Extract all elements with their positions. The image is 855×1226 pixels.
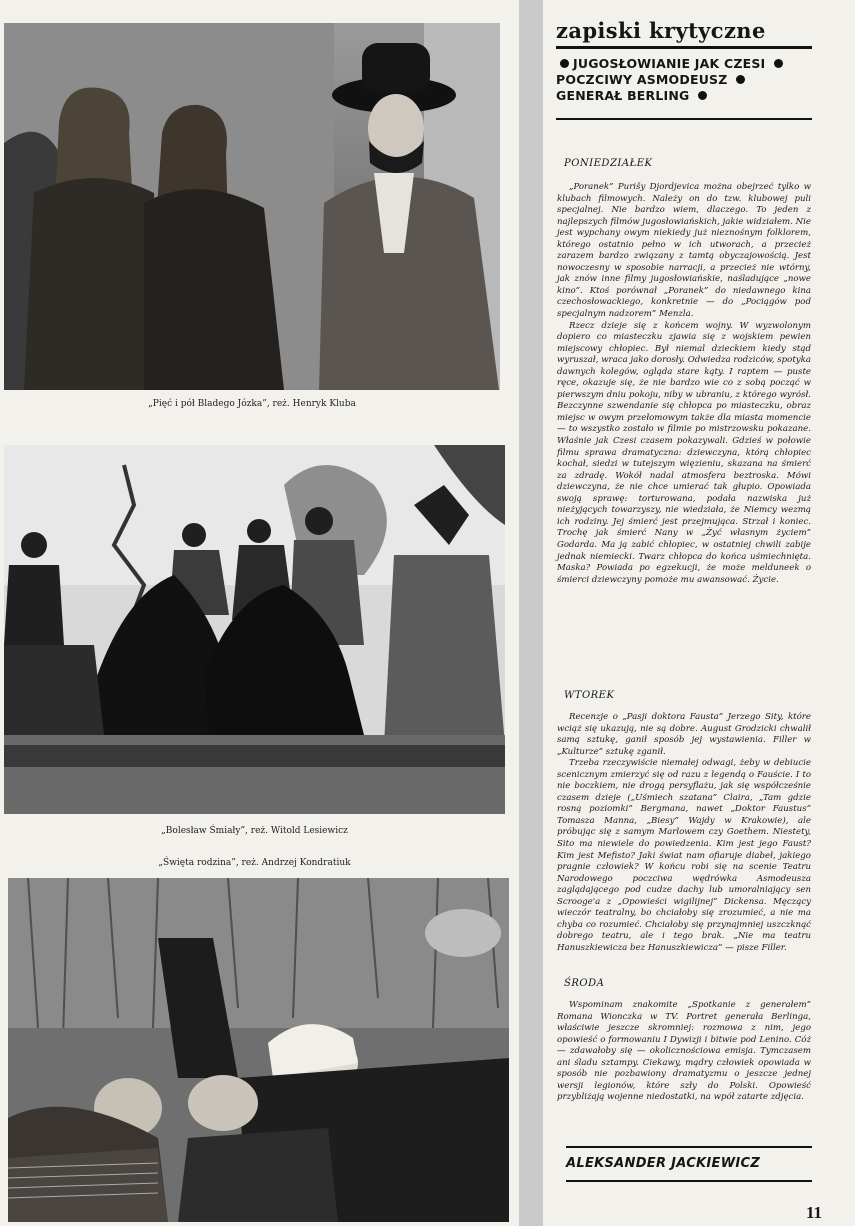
bullet-icon <box>698 91 707 100</box>
paragraph: Recenzje o „Pasji doktora Fausta” Jerzego Sity, które wciąż się ukazują, nie są dobre. August Grodzicki chwalił samą sztukę, ganił sposób jej wystawienia. Filler w „Kulturze” sztukę zganił. <box>557 712 811 757</box>
section-heading-wednesday: ŚRODA <box>564 978 605 989</box>
bullet-icon <box>560 59 569 68</box>
paragraph: Rzecz dzieje się z końcem wojny. W wyzwolonym dopiero co miasteczku zjawia się z wojskiem pewien miejscowy chłopiec. Był niemal dzieckiem kiedy stąd wyruszał, wraca jako dorosły. Odwiedza rodziców, spotyka dawnych kolegów, ogląda stare kąty. I raptem — puste ręce, okazuje się, że nie bardzo wie co z sobą począć w pierwszym dniu pokoju, niby w ubraniu, z którego wyrósł. Bezczynne szwendanie się chłopca po miasteczku, obraz miejsc w owym przełomowym także dla miasta momencie — to wszystko zostało w filmie po mistrzowsku pokazane. Właśnie jak Czesi czasem pokazywali. Gdzieś w połowie filmu sprawa dramatyczna: dziewczyna, którą chłopiec kochał, siedzi w tutejszym więzieniu, skazana na śmierć za zdradę. Wokół nadal atmosfera beztroska. Mówi dziewczyna, że nie chce umierać tak głupio. Opowiada swoją sprawę: torturowana, podała nazwiska już nieżyjących towarzyszy, nie wiedziała, że Niemcy wezmą ich rodziny. Jej śmierć jest przejmująca. Strzał i koniec. Trochę jak śmierć Nany w „Żyć własnym życiem” Godarda. Ma ją zabić chłopiec, w ostatniej chwili zabije jednak niemiecki. Twarz chłopca do końca uśmiechnięta. Maska? Powiada po egzekucji, że może melduneek o śmierci dziewczyny pomoże mu awansować. Życie. <box>557 320 811 585</box>
page-title: zapiski krytyczne <box>556 18 766 43</box>
section-heading-tuesday: WTOREK <box>564 690 615 701</box>
author-rule-top <box>566 1146 812 1148</box>
bullet-icon <box>774 59 783 68</box>
author-rule-bottom <box>566 1180 812 1182</box>
column-gutter <box>519 0 543 1226</box>
photo-caption-2: „Bolesław Śmiały”, reż. Witold Lesiewicz <box>161 826 348 836</box>
topics-list <box>556 56 812 104</box>
section-body-monday <box>557 182 811 586</box>
topic-2: POCZCIWY ASMODEUSZ <box>556 72 728 87</box>
topic-1: JUGOSŁOWIANIE JAK CZESI <box>573 56 766 71</box>
section-body-wednesday <box>557 1000 811 1104</box>
photo-film-still-3 <box>8 878 509 1222</box>
author-name: ALEKSANDER JACKIEWICZ <box>566 1156 761 1171</box>
title-rule <box>556 46 812 49</box>
bullet-icon <box>736 75 745 84</box>
topics-rule <box>556 118 812 120</box>
paragraph: Wspominam znakomite „Spotkanie z generałem” Romana Wionczka w TV. Portret generała Berlinga, właściwie jeszcze skromniej: rozmowa z nim, jego opowieść o formowaniu I Dywizji i bitwie pod Lenino. Cóż — zdawałoby się — okolicznościowa emisja. Tymczasem ani śladu sztampy. Ciekawy, mądry człowiek opowiada w sposób nie pozbawiony dramatyzmu o jeszcze jednej wersji legionów, które szły do Polski. Opowieść przybliżają wojenne niedostatki, na wpół zatarte zdjęcia. <box>557 1000 811 1103</box>
page-number: 11 <box>806 1203 823 1222</box>
section-heading-monday: PONIEDZIAŁEK <box>564 158 653 169</box>
photo-film-still-1 <box>4 23 500 390</box>
photo-film-still-2 <box>4 445 505 814</box>
paragraph: Trzeba rzeczywiście niemałej odwagi, żeby w debiucie scenicznym zmierzyć się od razu z legendą o Fauście. I to nie boczkiem, nie drogą persyflażu, jak się współcześnie czasem dzieje („Uśmiech szatana” Claira, „Tam gdzie rosną poziomki” Bergmana, nawet „Doktor Faustus” Tomasza Manna, „Biesy” Wajdy w Krakowie), ale próbując się z samym Marlowem czy Goethem. Niestety, Sito ma niewiele do powiedzenia. Kim jest jego Faust? Kim jest Mefisto? Jaki świat nam ofiaruje diabeł, jakiego pragnie człowiek? W końcu robi się na scenie Teatru Narodowego poczciwa wędrówka Asmodeusza zaglądającego pod cudze dachy lub umoralniający sen Scrooge'a z „Opowieści wigilijnej” Dickensa. Męczący wieczór teatralny, bo chciałoby się zrozumieć, a nie ma chyba co rozumieć. Chciałoby się przynajmniej uszczknąć dobrego teatru, ale i tego brak. „Nie ma teatru Hanuszkiewicza bez Hanuszkiewicza” — pisze Filler. <box>557 758 811 953</box>
topic-3: GENERAŁ BERLING <box>556 88 690 103</box>
section-body-tuesday <box>557 712 811 954</box>
paragraph: „Poranek” Purišy Djordjevica można obejrzeć tylko w klubach filmowych. Należy on do tzw. klubowej puli specjalnej. Nie bardzo wiem, dlaczego. To jeden z najlepszych filmów jugosłowiańskich, jakie widziałem. Nie jest wypchany owym niekiedy już nieznośnym folklorem, którego ostatnio pełno w ich utworach, a przecież zarazem bardzo związany z tamtą obyczajowością. Jest nowoczesny w sposobie narracji, a przecież nie wtórny, jak znów inne filmy jugosłowiańskie, naśladujące „nowe kino”. Ktoś porównał „Poranek” do niedawnego kina czechosłowackiego, konkretnie — do „Pociągów pod specjalnym nadzorem” Menzla. <box>557 182 812 320</box>
photo-caption-1: „Pięć i pół Bladego Józka”, reż. Henryk Kluba <box>148 399 356 409</box>
photo-caption-3: „Święta rodzina”, reż. Andrzej Kondratiuk <box>158 858 351 868</box>
